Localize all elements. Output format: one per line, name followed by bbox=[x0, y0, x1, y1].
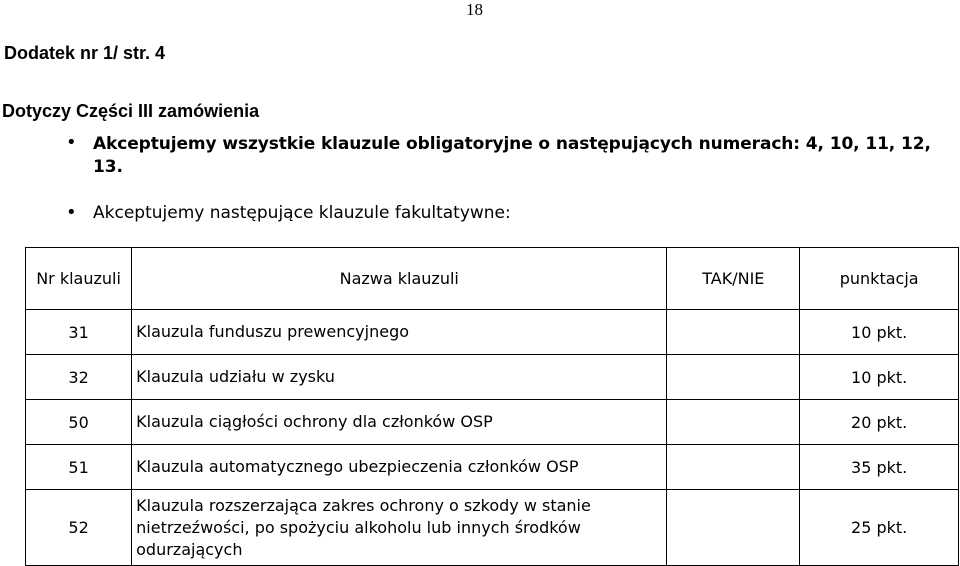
cell-nr: 31 bbox=[26, 310, 132, 355]
table-row bbox=[26, 490, 959, 566]
cell-tak-nie bbox=[667, 355, 800, 400]
table-row bbox=[26, 310, 959, 355]
cell-name: Klauzula ciągłości ochrony dla członków OSP bbox=[132, 400, 667, 445]
cell-points: 10 pkt. bbox=[800, 355, 959, 400]
header-name: Nazwa klauzuli bbox=[132, 248, 667, 310]
table-header-row bbox=[26, 248, 959, 310]
cell-name: Klauzula udziału w zysku bbox=[132, 355, 667, 400]
cell-name: Klauzula funduszu prewencyjnego bbox=[132, 310, 667, 355]
cell-points: 20 pkt. bbox=[800, 400, 959, 445]
bullet-obligatory-clauses: Akceptujemy wszystkie klauzule obligatoryjne o następujących numerach: 4, 10, 11, 12, 13. bbox=[93, 134, 931, 177]
header-points: punktacja bbox=[800, 248, 959, 310]
bullet-dot-icon: • bbox=[66, 202, 77, 223]
cell-nr: 52 bbox=[26, 490, 132, 566]
section-heading: Dotyczy Części III zamówienia bbox=[2, 101, 260, 121]
header-tak-nie: TAK/NIE bbox=[667, 248, 800, 310]
document-title: Dodatek nr 1/ str. 4 bbox=[4, 43, 166, 63]
bullet-dot-icon: • bbox=[66, 132, 77, 153]
table-row bbox=[26, 445, 959, 490]
clauses-table bbox=[25, 247, 959, 566]
cell-points: 35 pkt. bbox=[800, 445, 959, 490]
cell-nr: 51 bbox=[26, 445, 132, 490]
cell-name: Klauzula rozszerzająca zakres ochrony o szkody w stanie nietrzeźwości, po spożyciu alkoholu lub innych środków odurzających bbox=[132, 490, 667, 566]
cell-tak-nie bbox=[667, 310, 800, 355]
cell-nr: 50 bbox=[26, 400, 132, 445]
cell-tak-nie bbox=[667, 400, 800, 445]
cell-nr: 32 bbox=[26, 355, 132, 400]
cell-tak-nie bbox=[667, 445, 800, 490]
table-row bbox=[26, 400, 959, 445]
cell-points: 25 pkt. bbox=[800, 490, 959, 566]
cell-tak-nie bbox=[667, 490, 800, 566]
cell-points: 10 pkt. bbox=[800, 310, 959, 355]
bullet-optional-clauses: Akceptujemy następujące klauzule fakultatywne: bbox=[93, 203, 511, 223]
header-nr: Nr klauzuli bbox=[26, 248, 132, 310]
table-row bbox=[26, 355, 959, 400]
page-number: 18 bbox=[466, 0, 483, 19]
cell-name: Klauzula automatycznego ubezpieczenia członków OSP bbox=[132, 445, 667, 490]
